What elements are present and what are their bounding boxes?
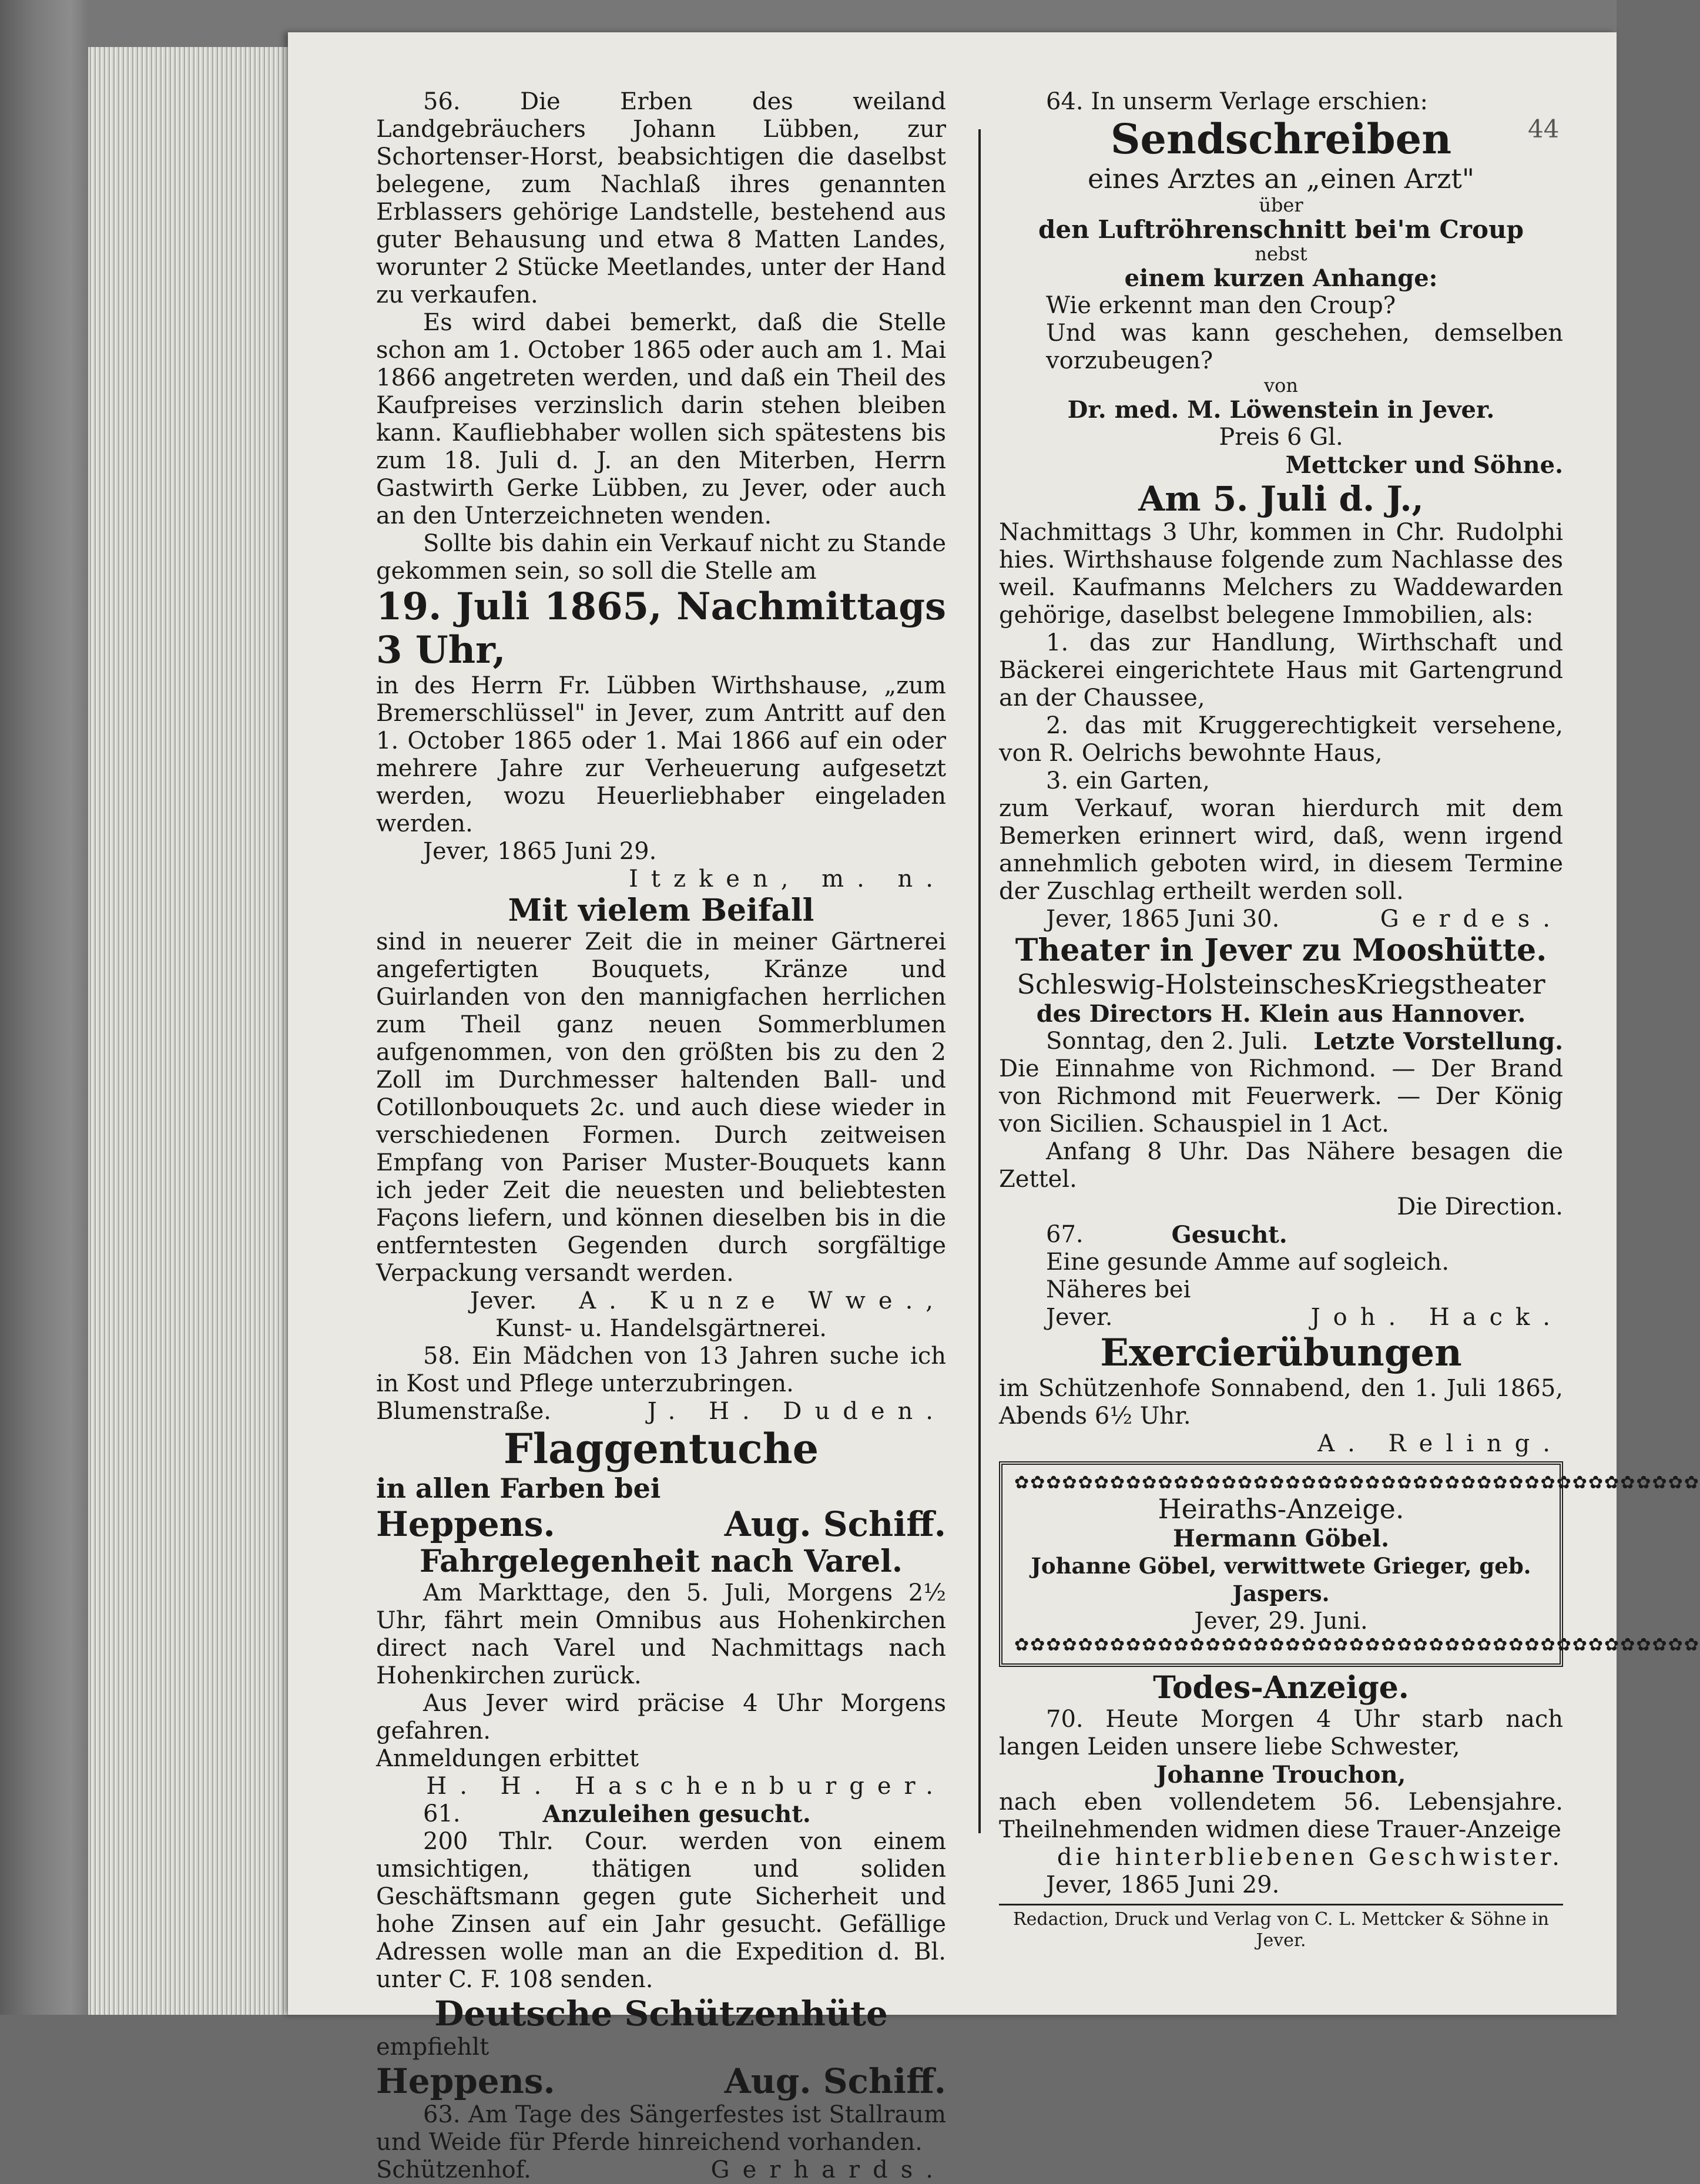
ad-67-signature: Joh. Hack. xyxy=(1310,1304,1563,1331)
death-notice-text-1: 70. Heute Morgen 4 Uhr starb nach langen Leiden unsere liebe Schwester, xyxy=(999,1706,1563,1760)
book-page-edges xyxy=(88,47,288,2015)
column-divider xyxy=(978,129,981,1833)
ad-schuetzenhuete-signature-row xyxy=(376,2061,946,2101)
ad-64-line-4: über xyxy=(1259,194,1303,216)
marriage-notice-heading: Heiraths-Anzeige. xyxy=(1158,1493,1404,1525)
ad-beifall-signature: A. Kunze Wwe., xyxy=(579,1287,946,1314)
ad-theater-line-2: Schleswig-HolsteinschesKriegstheater xyxy=(1017,968,1545,1000)
ad-auction-item-2: 2. das mit Kruggerechtigkeit versehene, von R. Oelrichs bewohnte Haus, xyxy=(999,712,1563,767)
ad-64-publisher: Mettcker und Söhne. xyxy=(1285,451,1563,479)
ad-exercier-text: im Schützenhofe Sonnabend, den 1. Juli 1865, Abends 6½ Uhr. xyxy=(999,1375,1563,1430)
ad-64 xyxy=(999,88,1563,479)
ad-auction-signature-row xyxy=(999,905,1563,933)
ad-64-line-5: den Luftröhrenschnitt bei'm Croup xyxy=(1038,215,1524,244)
ad-58-signature: J. H. Duden. xyxy=(647,1398,946,1425)
ad-schuetzenhuete-line-2: empfiehlt xyxy=(376,2034,489,2061)
page-number: 44 xyxy=(1528,115,1560,143)
marriage-notice-name-2: Johanne Göbel, verwittwete Grieger, geb. Jaspers. xyxy=(1031,1553,1531,1606)
ad-64-line-6: nebst xyxy=(1255,243,1307,265)
ad-56-text-1: 56. Die Erben des weiland Landgebräuchers Johann Lübben, zur Schortenser-Horst, beabsichtigen die daselbst belegene, zum Nachlaß ihres genannten Erblassers gehörige Landstelle, bestehend aus guter Behausung und etwa 8 Matten Landes, worunter 2 Stücke Meetlandes, unter der Hand zu verkaufen. xyxy=(376,88,946,308)
ad-67-number: 67. xyxy=(1046,1221,1084,1248)
ad-flaggentuche-heading: Flaggentuche xyxy=(503,1424,819,1473)
ad-fahrgelegenheit-text-3: Anmeldungen erbittet xyxy=(376,1745,639,1772)
ad-64-line-8: Wie erkennt man den Croup? xyxy=(1046,292,1396,319)
ad-theater-date-row xyxy=(999,1028,1563,1055)
ad-auction-item-1: 1. das zur Handlung, Wirthschaft und Bäckerei eingerichtete Haus mit Gartengrund an der Chaussee, xyxy=(999,629,1563,712)
death-notice-heading: Todes-Anzeige. xyxy=(1153,1670,1409,1706)
ad-fahrgelegenheit-heading: Fahrgelegenheit nach Varel. xyxy=(420,1544,903,1579)
ad-auction xyxy=(999,479,1563,933)
ad-flaggentuche-signature-row xyxy=(376,1504,946,1544)
ad-auction-heading: Am 5. Juli d. J., xyxy=(1138,479,1424,519)
ad-schuetzenhuete-heading: Deutsche Schützenhüte xyxy=(434,1994,888,2034)
ad-67 xyxy=(999,1221,1563,1331)
ad-67-text-2: Näheres bei xyxy=(1046,1276,1191,1303)
ad-fahrgelegenheit-text-2: Aus Jever wird präcise 4 Uhr Morgens gefahren. xyxy=(376,1690,946,1744)
ad-beifall-place: Jever. xyxy=(470,1287,537,1314)
death-notice-signature: die hinterbliebenen Geschwister. xyxy=(1057,1844,1563,1871)
ad-flaggentuche-place: Heppens. xyxy=(376,1504,555,1544)
ornament-border-bottom: ✿✿✿✿✿✿✿✿✿✿✿✿✿✿✿✿✿✿✿✿✿✿✿✿✿✿✿✿✿✿✿✿✿✿✿✿✿✿✿✿✿✿✿ xyxy=(1014,1635,1700,1655)
ad-64-line-7: einem kurzen Anhange: xyxy=(1124,264,1438,292)
ad-56-text-3: Sollte bis dahin ein Verkauf nicht zu Stande gekommen sein, so soll die Stelle am xyxy=(376,530,946,585)
ad-63-signature-row xyxy=(376,2156,946,2184)
ad-64-price: Preis 6 Gl. xyxy=(1219,424,1343,451)
left-column xyxy=(376,88,946,2184)
ad-flaggentuche xyxy=(376,1425,946,1544)
ad-56-signature: Itzken, m. n. xyxy=(629,865,946,893)
imprint-footer: Redaction, Druck und Verlag von C. L. Mettcker & Söhne in Jever. xyxy=(1013,1909,1549,1951)
ad-56-text-4: in des Herrn Fr. Lübben Wirthshause, „zum Bremerschlüssel" in Jever, zum Antritt auf den 1. October 1865 oder 1. Mai 1866 auf ein oder mehrere Jahre zur Verheuerung aufgesetzt werden, wozu Heuerliebhaber eingeladen werden. xyxy=(376,672,946,837)
ad-56-place-date: Jever, 1865 Juni 29. xyxy=(423,838,657,865)
ad-fahrgelegenheit-signature: H. H. Haschenburger. xyxy=(426,1773,946,1800)
ad-56-text-2: Es wird dabei bemerkt, daß die Stelle schon am 1. October 1865 oder auch am 1. Mai 1866 angetreten werden, und daß ein Theil des Kaufpreises verzinslich darin stehen bleiben kann. Kaufliebhaber wollen sich spätestens bis zum 18. Juli d. J. an den Miterben, Herrn Gastwirth Gerke Lübben, zu Jever, oder auch an den Unterzeichneten wenden. xyxy=(376,309,946,529)
ad-58 xyxy=(376,1343,946,1425)
ad-schuetzenhuete xyxy=(376,1994,946,2101)
ad-61-heading-row xyxy=(376,1800,946,1828)
ad-beifall-title: Kunst- u. Handelsgärtnerei. xyxy=(495,1315,827,1342)
ad-theater-heading: Theater in Jever zu Mooshütte. xyxy=(1015,932,1547,968)
ad-58-text: 58. Ein Mädchen von 13 Jahren suche ich in Kost und Pflege unterzubringen. xyxy=(376,1343,946,1397)
ad-theater-last-show: Letzte Vorstellung. xyxy=(1313,1028,1563,1055)
death-notice-name: Johanne Trouchon, xyxy=(1156,1761,1406,1789)
ad-fahrgelegenheit xyxy=(376,1544,946,1800)
ad-64-author: Dr. med. M. Löwenstein in Jever. xyxy=(1067,396,1495,424)
ad-61-heading: Anzuleihen gesucht. xyxy=(542,1800,811,1828)
ad-beifall xyxy=(376,893,946,1343)
ad-theater-start: Anfang 8 Uhr. Das Nähere besagen die Zettel. xyxy=(999,1138,1563,1193)
ad-exercier-heading: Exercierübungen xyxy=(1100,1331,1462,1375)
ad-67-heading-row xyxy=(999,1221,1563,1249)
ad-exercier-signature: A. Reling. xyxy=(1317,1430,1563,1457)
ad-67-heading: Gesucht. xyxy=(1171,1221,1287,1249)
marriage-notice-frame xyxy=(999,1461,1700,1667)
ad-theater-text: Die Einnahme von Richmond. — Der Brand von Richmond mit Feuerwerk. — Der König von Sicilien. Schauspiel in 1 Act. xyxy=(999,1055,1563,1138)
ad-64-title: Sendschreiben xyxy=(1110,115,1452,163)
ad-exercier xyxy=(999,1331,1563,1458)
right-column xyxy=(999,88,1700,1951)
ad-beifall-text: sind in neuerer Zeit die in meiner Gärtnerei angefertigten Bouquets, Kränze und Guirlanden von den mannigfachen herrlichen zum Theil ganz neuen Sommerblumen aufgenommen, von den größten bis zu den 2 Zoll im Durchmesser haltenden Ball- und Cotillonbouquets 2c. und auch diese wieder in verschiedenen Formen. Durch zeitweisen Empfang von Pariser Muster-Bouquets kann ich jeder Zeit die neuesten und beliebtesten Façons liefern, und können dieselben bis in die entferntesten Gegenden durch sorgfältige Verpackung versandt werden. xyxy=(376,928,946,1287)
death-notice-place-date: Jever, 1865 Juni 29. xyxy=(1046,1871,1280,1898)
ad-63-place: Schützenhof. xyxy=(376,2156,531,2183)
ad-auction-text: Nachmittags 3 Uhr, kommen in Chr. Rudolphi hies. Wirthshause folgende zum Nachlasse des weil. Kaufmanns Melchers zu Waddewarden gehörige, daselbst belegene Immobilien, als: xyxy=(999,519,1563,629)
marriage-notice-name-1: Hermann Göbel. xyxy=(1172,1525,1390,1552)
death-notice xyxy=(999,1670,1563,1899)
ad-67-text-1: Eine gesunde Amme auf sogleich. xyxy=(1046,1249,1450,1276)
ad-63-text: 63. Am Tage des Sängerfestes ist Stallraum und Weide für Pferde hinreichend vorhanden. xyxy=(376,2101,946,2156)
marriage-notice-place-date: Jever, 29. Juni. xyxy=(1194,1608,1368,1635)
ad-theater xyxy=(999,933,1563,1221)
ad-64-line-1: 64. In unserm Verlage erschien: xyxy=(1046,88,1428,115)
ad-64-line-3: eines Arztes an „einen Arzt" xyxy=(1087,163,1474,194)
ad-58-signature-row xyxy=(376,1398,946,1425)
ornament-border-top: ✿✿✿✿✿✿✿✿✿✿✿✿✿✿✿✿✿✿✿✿✿✿✿✿✿✿✿✿✿✿✿✿✿✿✿✿✿✿✿✿✿✿✿ xyxy=(1014,1472,1700,1493)
ad-61-number: 61. xyxy=(423,1800,461,1827)
ad-beifall-heading: Mit vielem Beifall xyxy=(508,893,814,928)
ad-64-line-9: Und was kann geschehen, demselben vorzubeugen? xyxy=(1046,320,1563,374)
ad-fahrgelegenheit-text-1: Am Markttage, den 5. Juli, Morgens 2½ Uhr, fährt mein Omnibus aus Hohenkirchen direct nach Varel und Nachmittags nach Hohenkirchen zurück. xyxy=(376,1579,946,1689)
ad-theater-signature: Die Direction. xyxy=(1397,1193,1563,1220)
ad-schuetzenhuete-signature: Aug. Schiff. xyxy=(724,2061,946,2101)
ad-flaggentuche-line-2: in allen Farben bei xyxy=(376,1472,661,1504)
ad-flaggentuche-signature: Aug. Schiff. xyxy=(724,1504,946,1544)
ad-63-signature: Gerhards. xyxy=(710,2156,946,2183)
ad-58-place: Blumenstraße. xyxy=(376,1398,551,1425)
ad-56 xyxy=(376,88,946,893)
ad-61 xyxy=(376,1800,946,1994)
ad-schuetzenhuete-place: Heppens. xyxy=(376,2061,555,2101)
death-notice-text-2: nach eben vollendetem 56. Lebensjahre. Theilnehmenden widmen diese Trauer-Anzeige xyxy=(999,1789,1563,1843)
ad-auction-signature: Gerdes. xyxy=(1380,905,1563,932)
ad-56-date-heading: 19. Juli 1865, Nachmittags 3 Uhr, xyxy=(376,585,946,672)
ad-67-signature-row xyxy=(999,1304,1563,1331)
ad-61-text: 200 Thlr. Cour. werden von einem umsichtigen, thätigen und soliden Geschäftsmann gegen gute Sicherheit und hohe Zinsen auf ein Jahr gesucht. Gefällige Adressen wolle man an die Expedition d. Bl. unter C. F. 108 senden. xyxy=(376,1828,946,1993)
ad-67-place: Jever. xyxy=(1046,1304,1113,1331)
imprint-separator xyxy=(999,1904,1563,1951)
ad-auction-item-3: 3. ein Garten, xyxy=(1046,767,1210,794)
ad-theater-date: Sonntag, den 2. Juli. xyxy=(1046,1028,1289,1055)
ad-beifall-signature-row xyxy=(376,1287,946,1315)
ad-auction-place-date: Jever, 1865 Juni 30. xyxy=(1046,905,1280,932)
ad-theater-line-3: des Directors H. Klein aus Hannover. xyxy=(1036,1000,1526,1028)
ad-64-line-10: von xyxy=(1264,374,1298,397)
ad-auction-text-2: zum Verkauf, woran hierdurch mit dem Bemerken erinnert wird, daß, wenn irgend annehmlich geboten wird, in diesem Termine der Zuschlag ertheilt werden soll. xyxy=(999,795,1563,905)
ad-63 xyxy=(376,2101,946,2184)
